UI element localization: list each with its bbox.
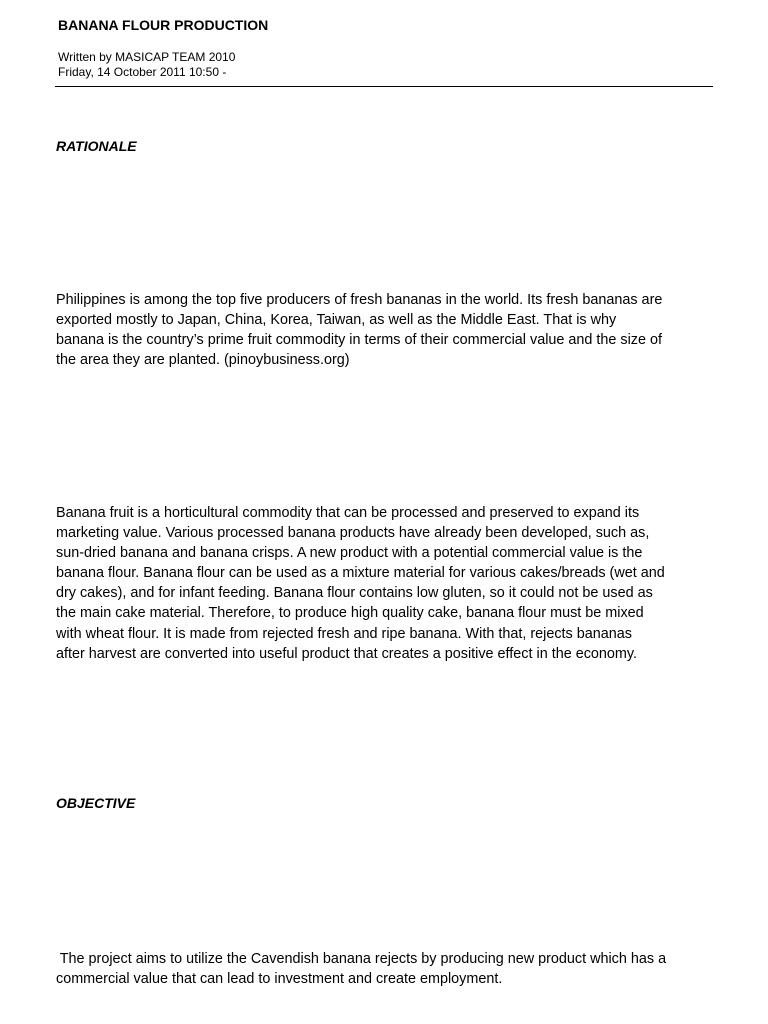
document-meta xyxy=(58,50,235,80)
rationale-paragraph-1 xyxy=(56,290,716,370)
paragraph-line: after harvest are converted into useful product that creates a positive effect in the economy. xyxy=(56,645,638,662)
paragraph-line: banana flour. Banana flour can be used as a mixture material for various cakes/breads (wet and xyxy=(56,565,665,582)
author-line: Written by MASICAP TEAM 2010 xyxy=(58,50,236,64)
paragraph-line: the main cake material. Therefore, to produce high quality cake, banana flour must be mixed xyxy=(56,605,644,622)
paragraph-line: sun-dried banana and banana crisps. A new product with a potential commercial value is the xyxy=(56,545,643,562)
document-title: BANANA FLOUR PRODUCTION xyxy=(58,17,269,33)
date-line: Friday, 14 October 2011 10:50 - xyxy=(58,65,227,79)
paragraph-line: banana is the country’s prime fruit commodity in terms of their commercial value and the size of xyxy=(56,332,663,349)
paragraph-line: the area they are planted. (pinoybusiness.org) xyxy=(56,352,350,369)
objective-paragraph-1 xyxy=(56,949,716,989)
header-divider xyxy=(55,86,713,87)
paragraph-line: dry cakes), and for infant feeding. Banana flour contains low gluten, so it could not be used as xyxy=(56,585,653,602)
paragraph-line: Philippines is among the top five producers of fresh bananas in the world. Its fresh bananas are xyxy=(56,292,663,308)
rationale-paragraph-2 xyxy=(56,503,716,664)
paragraph-line: marketing value. Various processed banana products have already been developed, such as, xyxy=(56,525,650,542)
paragraph-line: commercial value that can lead to investment and create employment. xyxy=(56,971,503,988)
paragraph-line: with wheat flour. It is made from rejected fresh and ripe banana. With that, rejects bananas xyxy=(56,625,632,642)
paragraph-line: Banana fruit is a horticultural commodity that can be processed and preserved to expand its xyxy=(56,505,640,521)
objective-heading: OBJECTIVE xyxy=(56,795,136,811)
rationale-heading: RATIONALE xyxy=(56,138,137,154)
paragraph-line: exported mostly to Japan, China, Korea, Taiwan, as well as the Middle East. That is why xyxy=(56,312,617,329)
paragraph-line: The project aims to utilize the Cavendish banana rejects by producing new product which has a xyxy=(56,951,667,967)
